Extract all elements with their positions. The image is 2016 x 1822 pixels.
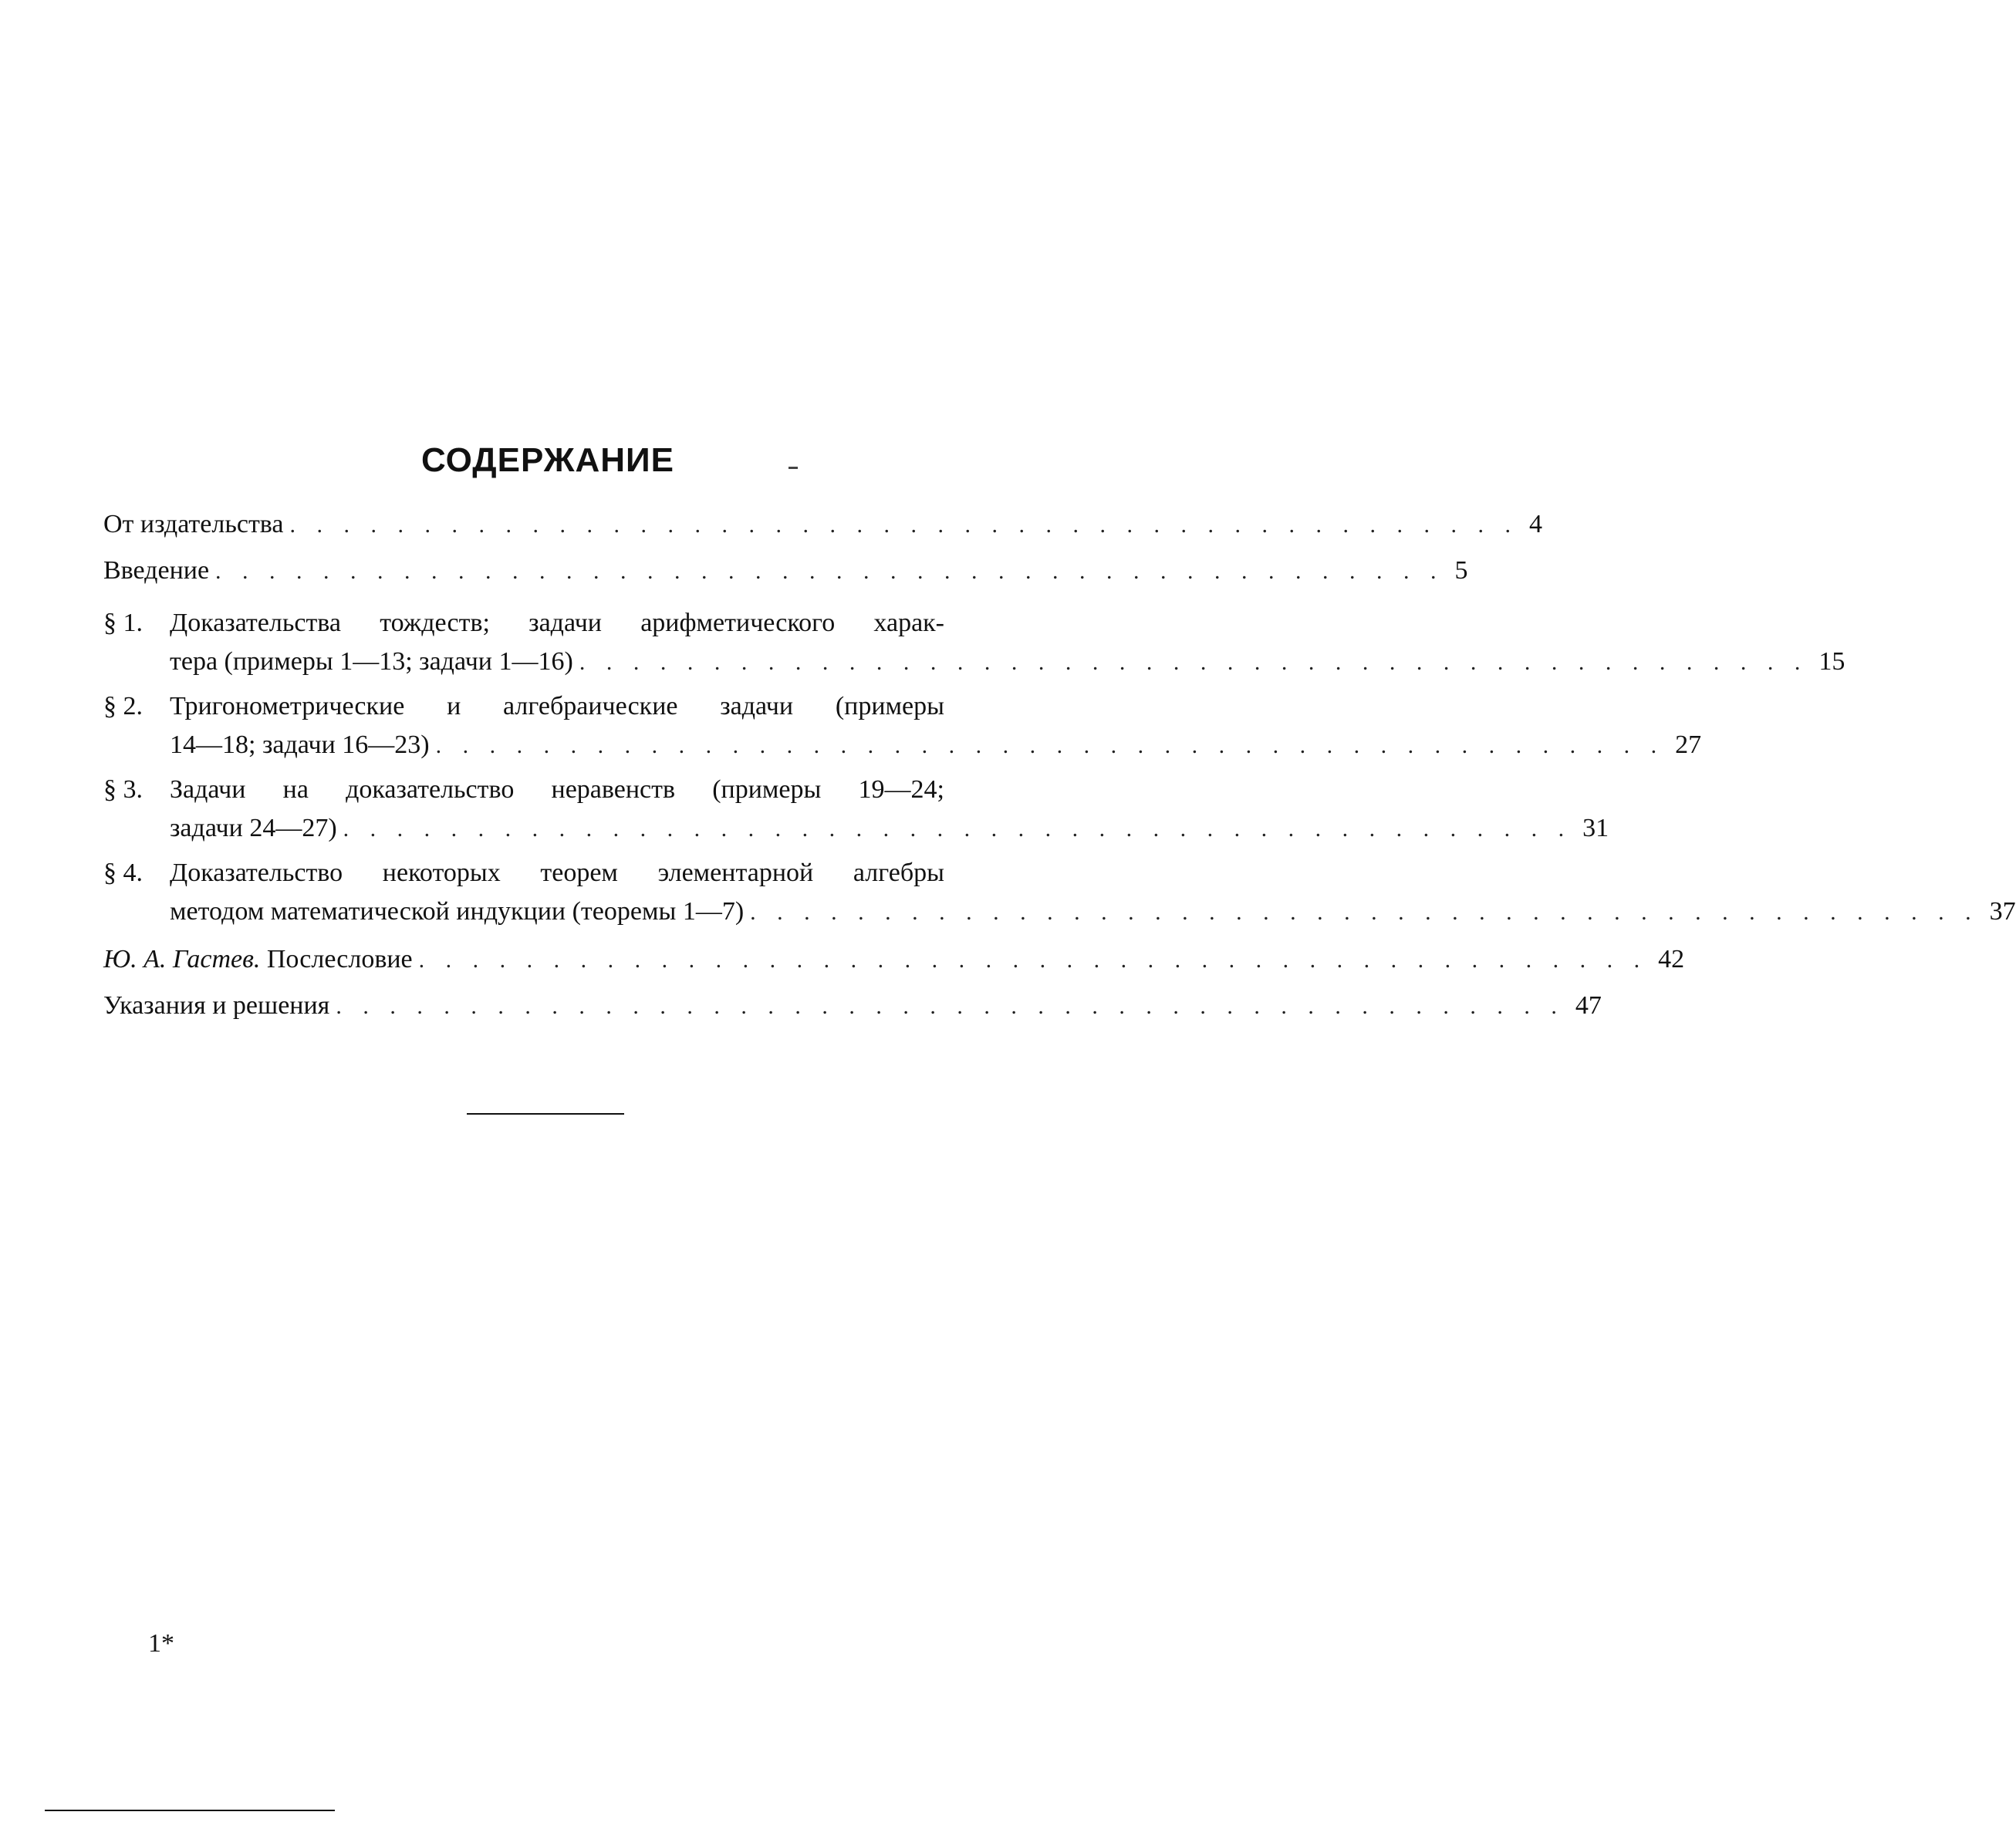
toc-label-line-2: 14—18; задачи 16—23) [170,730,430,759]
toc-entry-publisher [103,509,1543,555]
dot-leader: . . . . . . . . . . . . . . . . . . . . . . . . . . . . . . . . . . . . . . . . . . . . . . [343,816,1572,842]
toc-label: Указания и решения [103,991,330,1020]
signature-mark: 1* [148,1629,174,1658]
section-number: § 1. [103,609,143,637]
toc-page-number: 37 [1989,897,2016,926]
author-name: Ю. А. Гастев. [103,945,261,973]
dot-leader: . . . . . . . . . . . . . . . . . . . . . . . . . . . . . . . . . . . . . . . . . . . . . . [435,733,1665,758]
page-title: СОДЕРЖАНИЕ [420,441,675,479]
section-number: § 2. [103,692,143,720]
section-divider [467,1113,624,1115]
toc-page-number: 15 [1818,647,1845,676]
toc-page-number: 31 [1582,814,1609,842]
toc-page-number: 27 [1675,730,1702,759]
toc-label-line-1: Доказательство некоторых теорем элементарной алгебры [170,859,944,887]
toc-label-line-2: методом математической индукции (теоремы 1—7) [170,897,745,926]
table-of-contents [103,509,2016,1029]
toc-page-number: 4 [1529,510,1543,538]
section-number: § 3. [103,775,143,804]
toc-page-number: 42 [1658,945,1685,973]
stray-mark [789,467,798,469]
toc-label-line-1: Задачи на доказательство неравенств (примеры 19—24; [170,775,944,804]
dot-leader: . . . . . . . . . . . . . . . . . . . . . . . . . . . . . . . . . . . . . . . . . . . . . . [418,947,1648,973]
dot-leader: . . . . . . . . . . . . . . . . . . . . . . . . . . . . . . . . . . . . . . . . . . . . . . [579,650,1808,675]
dot-leader: . . . . . . . . . . . . . . . . . . . . . . . . . . . . . . . . . . . . . . . . . . . . . . [336,994,1565,1019]
section-number: § 4. [103,859,143,887]
toc-page-number: 47 [1575,991,1602,1020]
footnote-rule [45,1810,335,1811]
toc-entry-section-3 [103,774,1609,858]
toc-entry-section-1 [103,608,1845,691]
toc-entry-afterword [103,944,1685,990]
toc-label-line-2: задачи 24—27) [170,814,337,842]
toc-entry-section-2 [103,691,1702,774]
dot-leader: . . . . . . . . . . . . . . . . . . . . . . . . . . . . . . . . . . . . . . . . . . . . . . [215,558,1444,584]
toc-label: От издательства [103,510,284,538]
dot-leader: . . . . . . . . . . . . . . . . . . . . . . . . . . . . . . . . . . . . . . . . . . . . . . [750,899,1979,925]
toc-label-line-1: Тригонометрические и алгебраические задачи (примеры [170,692,944,720]
afterword-label: Послесловие [266,945,413,973]
toc-label-line-2: тера (примеры 1—13; задачи 1—16) [170,647,573,676]
toc-label [103,944,413,975]
toc-entry-section-4 [103,858,2016,944]
toc-entry-hints [103,990,1602,1029]
toc-entry-intro [103,555,1468,608]
toc-label-line-1: Доказательства тождеств; задачи арифметического харак- [170,609,944,637]
toc-page-number: 5 [1454,556,1468,585]
toc-label: Введение [103,556,210,585]
dot-leader: . . . . . . . . . . . . . . . . . . . . . . . . . . . . . . . . . . . . . . . . . . . . . . [289,512,1519,538]
